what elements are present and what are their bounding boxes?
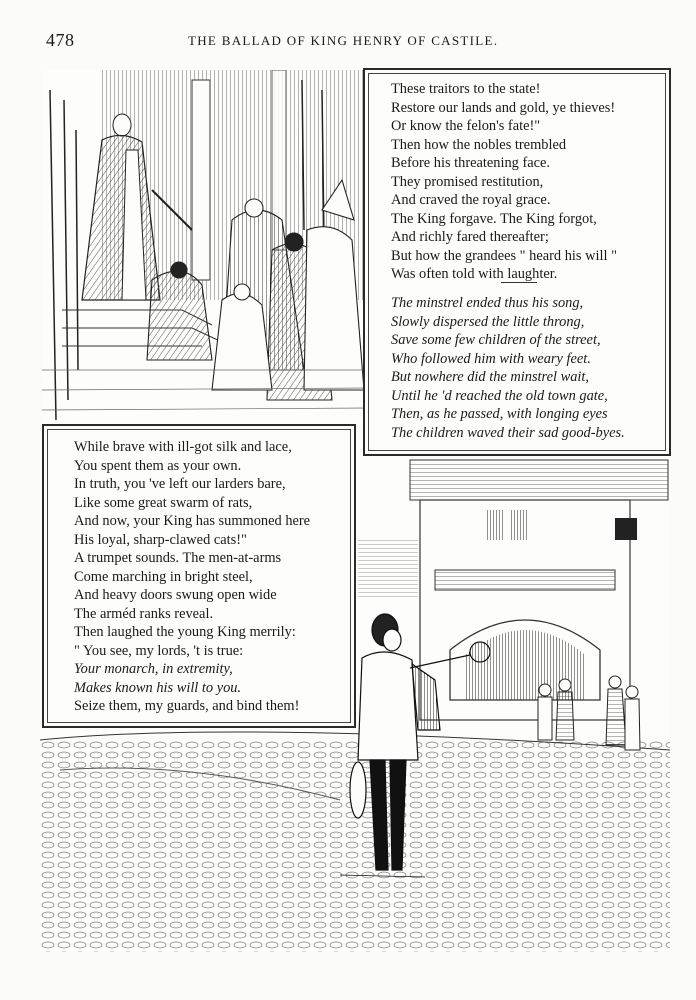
verse-line: In truth, you 've left our larders bare, [74, 476, 286, 492]
verse-line: His loyal, sharp-clawed cats!" [74, 531, 247, 548]
right-verse-panel [363, 68, 671, 456]
verse-line: But how the grandees " heard his will " [391, 247, 617, 264]
verse-line: Who followed him with weary feet. [391, 350, 591, 367]
verse-line: Seize them, my guards, and bind them! [74, 698, 300, 714]
verse-line: Restore our lands and gold, ye thieves! [391, 99, 616, 116]
verse-line: The arméd ranks reveal. [74, 605, 214, 622]
verse-line: Was often told with laughter. [391, 266, 558, 282]
verse-line: Like some great swarm of rats, [74, 494, 253, 511]
stanza-king-speech [391, 80, 617, 284]
verse-line: While brave with ill-got silk and lace, [74, 439, 292, 455]
verse-line: The children waved their sad good-byes. [391, 424, 625, 441]
king-court-illustration [42, 70, 368, 426]
verse-line: The minstrel ended thus his song, [391, 295, 584, 311]
verse-line: Or know the felon's fate!" [391, 118, 541, 134]
verse-line: Until he 'd reached the old town gate, [391, 387, 608, 404]
verse-line: Then laughed the young King merrily: [74, 624, 296, 640]
running-title: THE BALLAD OF KING HENRY OF CASTILE. [188, 33, 499, 48]
stanza-divider [501, 282, 537, 283]
verse-line: Save some few children of the street, [391, 332, 601, 348]
verse-line: And richly fared thereafter; [391, 229, 549, 245]
verse-line: Slowly dispersed the little throng, [391, 313, 585, 330]
verse-line: Makes known his will to you. [74, 679, 242, 696]
verse-line: And craved the royal grace. [391, 192, 551, 208]
verse-line: Then, as he passed, with longing eyes [391, 406, 608, 422]
verse-line: Before his threatening face. [391, 155, 551, 171]
verse-line: The King forgave. The King forgot, [391, 210, 597, 227]
verse-line: And heavy doors swung open wide [74, 587, 277, 603]
stanza-minstrel-ending [391, 294, 625, 442]
verse-line: A trumpet sounds. The men-at-arms [74, 550, 282, 566]
verse-line: They promised restitution, [391, 173, 544, 190]
left-verse-panel [42, 424, 356, 728]
verse-line: These traitors to the state! [391, 81, 541, 97]
verse-line: And now, your King has summoned here [74, 513, 311, 529]
verse-line: You spent them as your own. [74, 457, 242, 474]
verse-line: " You see, my lords, 't is true: [74, 642, 244, 659]
verse-line: Your monarch, in extremity, [74, 661, 233, 677]
verse-line: Then how the nobles trembled [391, 136, 567, 153]
page-number: 478 [46, 30, 75, 50]
verse-line: Come marching in bright steel, [74, 568, 253, 585]
stanza-king-summons [74, 438, 310, 716]
verse-line: But nowhere did the minstrel wait, [391, 369, 589, 385]
